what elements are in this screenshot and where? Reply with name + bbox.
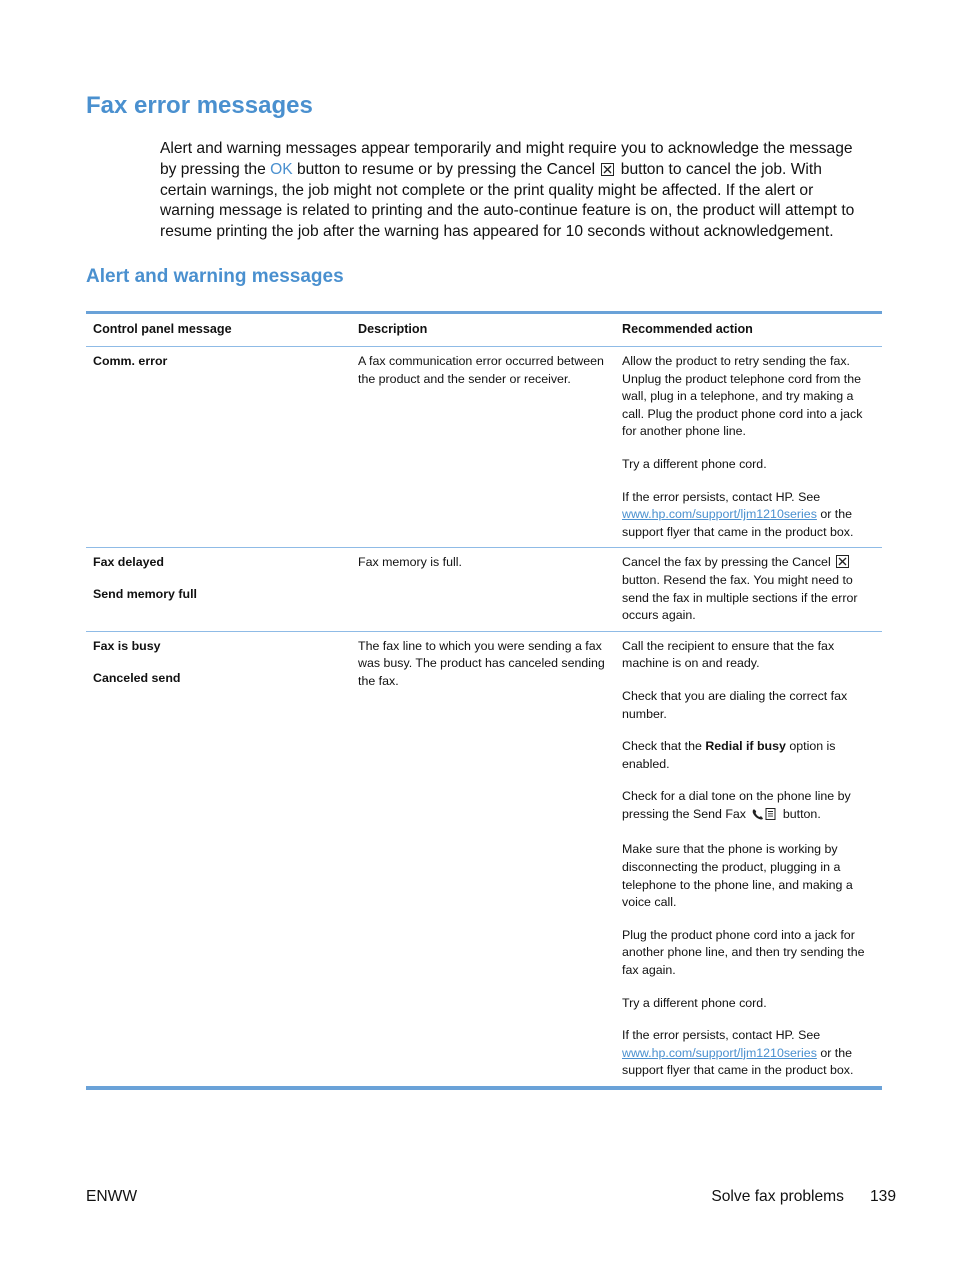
action-paragraph: Check that you are dialing the correct fax number. — [622, 688, 848, 721]
table-row — [86, 548, 882, 631]
action-paragraph: Plug the product phone cord into a jack for another phone line, and then try sending the fax again. — [622, 927, 865, 978]
message-cell — [86, 632, 352, 1086]
message-cell — [86, 347, 352, 547]
action-cell — [617, 347, 882, 547]
cancel-x-icon — [836, 555, 849, 568]
action-paragraph: If the error persists, contact HP. See www.hp.com/support/ljm1210series or the support flyer that came in the product box. — [622, 1028, 854, 1078]
support-link[interactable]: www.hp.com/support/ljm1210series — [622, 1045, 817, 1060]
header-description: Description — [358, 322, 428, 337]
message-cell — [86, 548, 352, 630]
action-paragraph: Allow the product to retry sending the fax. Unplug the product telephone cord from the wall, plug in a telephone, and try making a call. Plug the product phone cord into a jack for another phone line. — [622, 354, 863, 439]
action-cell — [617, 548, 882, 630]
footer-label: ENWW — [86, 1188, 138, 1205]
send-fax-icon — [751, 807, 777, 827]
table-row — [86, 347, 882, 548]
footer-section — [711, 1188, 896, 1206]
action-paragraph: Cancel the fax by pressing the Cancel button. Resend the fax. You might need to send the fax in multiple sections if the error occurs again. — [622, 555, 858, 623]
action-paragraph: Make sure that the phone is working by disconnecting the product, plugging in a telephone to the phone line, and making a voice call. — [622, 842, 853, 910]
description-cell: Fax memory is full. — [358, 555, 462, 570]
description-cell: The fax line to which you were sending a fax was busy. The product has canceled sending the fax. — [358, 638, 605, 688]
action-paragraph: Check that the Redial if busy option is enabled. — [622, 739, 836, 771]
header-control-panel-message: Control panel message — [93, 322, 232, 337]
footer-section-title: Solve fax problems — [711, 1188, 844, 1205]
action-paragraph: Call the recipient to ensure that the fax machine is on and ready. — [622, 638, 835, 671]
action-paragraph: Try a different phone cord. — [622, 995, 767, 1010]
message-label: Fax is busy — [93, 638, 161, 653]
redial-if-busy-option: Redial if busy — [705, 739, 786, 754]
alert-messages-table — [86, 311, 882, 1090]
message-label: Fax delayed — [93, 555, 164, 570]
page-title: Fax error messages — [86, 92, 313, 119]
description-cell: A fax communication error occurred between the product and the sender or receiver. — [358, 354, 604, 386]
section-heading: Alert and warning messages — [86, 266, 344, 287]
message-label: Comm. error — [93, 354, 168, 368]
table-header-row — [86, 314, 882, 347]
message-label: Send memory full — [93, 587, 197, 602]
action-paragraph: Try a different phone cord. — [622, 456, 767, 471]
table-row — [86, 632, 882, 1086]
action-cell — [617, 632, 882, 1086]
support-link[interactable]: www.hp.com/support/ljm1210series — [622, 507, 817, 522]
ok-button-ref: OK — [270, 160, 293, 178]
message-label: Canceled send — [93, 670, 181, 685]
action-paragraph: If the error persists, contact HP. See www.hp.com/support/ljm1210series or the support flyer that came in the product box. — [622, 489, 854, 539]
page-number: 139 — [869, 1188, 896, 1205]
cancel-x-icon — [601, 163, 614, 176]
action-paragraph: Check for a dial tone on the phone line by pressing the Send Fax button. — [622, 788, 872, 826]
intro-paragraph: Alert and warning messages appear temporarily and might require you to acknowledge the message by pressing the OK button to resume or by pressing the Cancel button to cancel the job. With certain warnings, the job might not complete or the print quality might be affected. If the alert or warning message is related to printing and the auto-continue feature is on, the product will attempt to resume printing the job after the warning has appeared for 10 seconds without acknowledgement. — [160, 140, 855, 241]
header-recommended-action: Recommended action — [622, 322, 753, 337]
